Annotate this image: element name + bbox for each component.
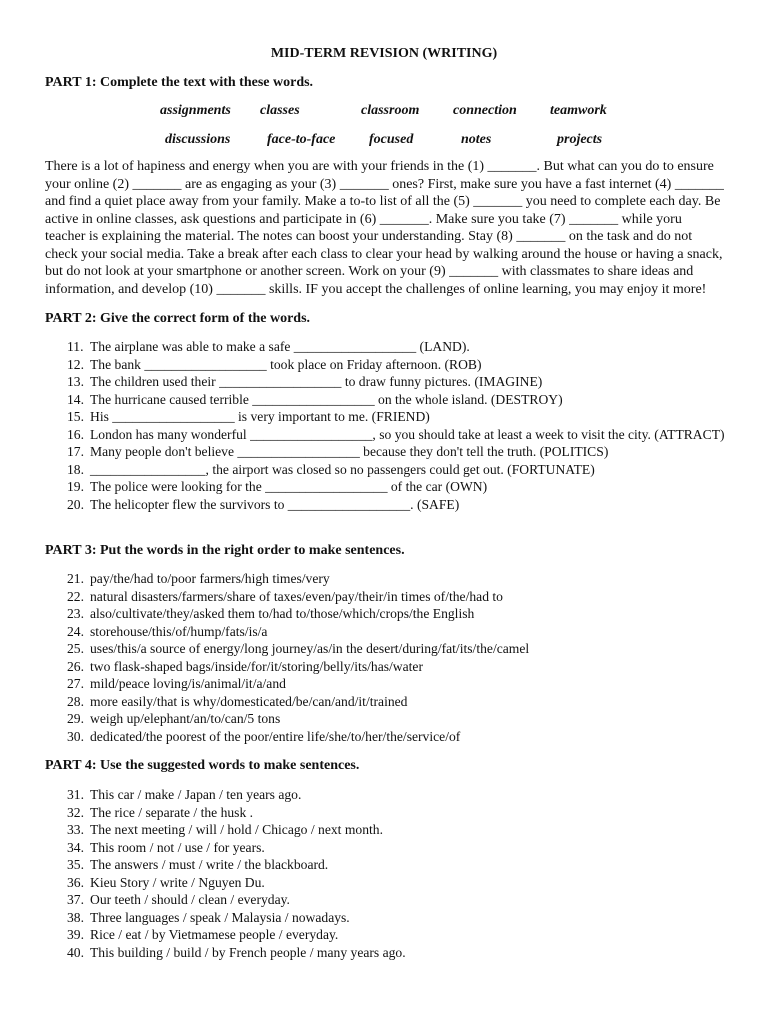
list-item	[45, 891, 725, 909]
item-text: Many people don't believe __________________ because they don't tell the truth. (POLITICS)	[90, 444, 609, 459]
item-number: 39.	[67, 927, 84, 942]
list-item	[45, 675, 725, 693]
list-item	[45, 728, 725, 746]
item-number: 22.	[67, 588, 84, 604]
item-text: weigh up/elephant/an/to/can/5 tons	[90, 711, 281, 726]
list-item	[45, 391, 725, 409]
list-item	[45, 408, 725, 426]
item-text: Our teeth / should / clean / everyday.	[90, 892, 290, 907]
item-number: 36.	[67, 874, 84, 890]
list-item	[45, 605, 725, 623]
item-number: 37.	[67, 892, 84, 907]
word-bank-item: connection	[453, 103, 517, 118]
item-number: 13.	[67, 374, 84, 389]
item-text: uses/this/a source of energy/long journey/as/in the desert/during/fat/its/the/camel	[90, 641, 530, 656]
list-item	[45, 909, 725, 927]
list-item	[45, 786, 725, 804]
item-number: 20.	[67, 496, 84, 512]
item-number: 14.	[67, 391, 84, 407]
word-bank-item: assignments	[160, 103, 231, 118]
item-text: The bank __________________ took place on Friday afternoon. (ROB)	[90, 356, 482, 372]
list-item	[45, 710, 725, 728]
item-text: two flask-shaped bags/inside/for/it/storing/belly/its/has/water	[90, 658, 423, 674]
item-text: Kieu Story / write / Nguyen Du.	[90, 874, 265, 890]
item-number: 30.	[67, 728, 84, 744]
item-text: The police were looking for the __________________ of the car (OWN)	[90, 479, 488, 494]
item-number: 21.	[67, 571, 84, 586]
item-text: The rice / separate / the husk .	[90, 804, 254, 820]
part3-list	[45, 570, 725, 745]
part2-list	[45, 338, 725, 513]
item-number: 28.	[67, 693, 84, 709]
item-text: The hurricane caused terrible __________________ on the whole island. (DESTROY)	[90, 391, 563, 407]
item-number: 35.	[67, 857, 84, 872]
item-text: _________________, the airport was closed so no passengers could get out. (FORTUNATE)	[90, 461, 595, 477]
word-bank-item: face-to-face	[267, 132, 336, 147]
word-bank-item: classroom	[361, 103, 420, 118]
item-text: The next meeting / will / hold / Chicago / next month.	[90, 822, 383, 837]
word-bank-item: classes	[260, 103, 300, 118]
item-text: London has many wonderful __________________, so you should take at least a week to visit the city. (ATTRACT)	[90, 426, 725, 442]
item-text: more easily/that is why/domesticated/be/can/and/it/trained	[90, 693, 408, 709]
page-title: MID-TERM REVISION (WRITING)	[270, 46, 498, 61]
list-item	[45, 804, 725, 822]
item-text: dedicated/the poorest of the poor/entire life/she/to/her/the/service/of	[90, 728, 461, 744]
item-number: 18.	[67, 461, 84, 477]
list-item	[45, 588, 725, 606]
list-item	[45, 356, 725, 374]
list-item	[45, 693, 725, 711]
list-item	[45, 856, 725, 874]
part2-heading: PART 2: Give the correct form of the words.	[45, 311, 311, 326]
item-text: natural disasters/farmers/share of taxes/even/pay/their/in times of/the/had to	[90, 588, 503, 604]
part4-heading: PART 4: Use the suggested words to make sentences.	[45, 758, 360, 773]
item-text: This building / build / by French people / many years ago.	[90, 944, 406, 960]
list-item	[45, 944, 725, 962]
item-number: 19.	[67, 479, 84, 494]
item-number: 15.	[67, 409, 84, 424]
list-item	[45, 874, 725, 892]
item-number: 16.	[67, 426, 84, 442]
list-item	[45, 426, 725, 444]
part1-heading: PART 1: Complete the text with these words.	[45, 75, 314, 90]
word-bank-item: projects	[557, 132, 603, 147]
item-text: Rice / eat / by Vietmamese people / everyday.	[90, 927, 339, 942]
item-text: This car / make / Japan / ten years ago.	[90, 787, 302, 802]
item-number: 24.	[67, 623, 84, 639]
part4-list	[45, 786, 725, 961]
list-item	[45, 478, 725, 496]
item-text: The airplane was able to make a safe __________________ (LAND).	[90, 339, 470, 354]
item-text: mild/peace loving/is/animal/it/a/and	[90, 676, 286, 691]
item-number: 31.	[67, 787, 84, 802]
item-number: 32.	[67, 804, 84, 820]
item-number: 25.	[67, 641, 84, 656]
item-number: 17.	[67, 444, 84, 459]
item-text: The children used their __________________ to draw funny pictures. (IMAGINE)	[90, 374, 543, 389]
list-item	[45, 640, 725, 658]
item-text: The answers / must / write / the blackboard.	[90, 857, 329, 872]
list-item	[45, 461, 725, 479]
list-item	[45, 496, 725, 514]
item-number: 12.	[67, 356, 84, 372]
list-item	[45, 658, 725, 676]
item-text: His __________________ is very important to me. (FRIEND)	[90, 409, 430, 424]
item-number: 33.	[67, 822, 84, 837]
list-item	[45, 443, 725, 461]
part1-passage: There is a lot of hapiness and energy when you are with your friends in the (1) _______. But what can you do to ensure your online (2) _______ are as engaging as your (3) _______ ones? First, make sure you have a fast internet (4) _______ and find a quiet place away from your family. Make a to-to list of all the (5) _______ you need to complete each day. Be active in online classes, ask questions and participate in (6) _______. Make sure you take (7) _______ while yoru teacher is explaining the material. The notes can boost your understanding. Stay (8) _______ on the task and do not check your social media. Take a break after each class to clear your head by walking around the house or having a snack, but do not look at your smartphone or another screen. Work on your (9) _______ with classmates to share ideas and information, and develop (10) _______ skills. IF you accept the challenges of online learning, you may enjoy it more!	[45, 159, 724, 297]
part3-heading: PART 3: Put the words in the right order to make sentences.	[45, 543, 405, 558]
list-item	[45, 373, 725, 391]
item-number: 29.	[67, 711, 84, 726]
word-bank-item: teamwork	[550, 103, 607, 118]
word-bank-item: focused	[369, 132, 414, 147]
item-number: 26.	[67, 658, 84, 674]
list-item	[45, 926, 725, 944]
list-item	[45, 338, 725, 356]
word-bank-item: discussions	[165, 132, 231, 147]
item-text: The helicopter flew the survivors to __________________. (SAFE)	[90, 496, 460, 512]
item-text: pay/the/had to/poor farmers/high times/very	[90, 571, 330, 586]
item-number: 38.	[67, 909, 84, 925]
list-item	[45, 839, 725, 857]
item-number: 11.	[67, 339, 84, 354]
item-number: 27.	[67, 676, 84, 691]
item-text: Three languages / speak / Malaysia / nowadays.	[90, 909, 350, 925]
item-number: 40.	[67, 944, 84, 960]
word-bank-item: notes	[461, 132, 492, 147]
item-number: 23.	[67, 606, 84, 621]
item-text: also/cultivate/they/asked them to/had to/those/which/crops/the English	[90, 606, 475, 621]
item-number: 34.	[67, 839, 84, 855]
list-item	[45, 821, 725, 839]
item-text: This room / not / use / for years.	[90, 839, 265, 855]
list-item	[45, 623, 725, 641]
item-text: storehouse/this/of/hump/fats/is/a	[90, 623, 268, 639]
list-item	[45, 570, 725, 588]
